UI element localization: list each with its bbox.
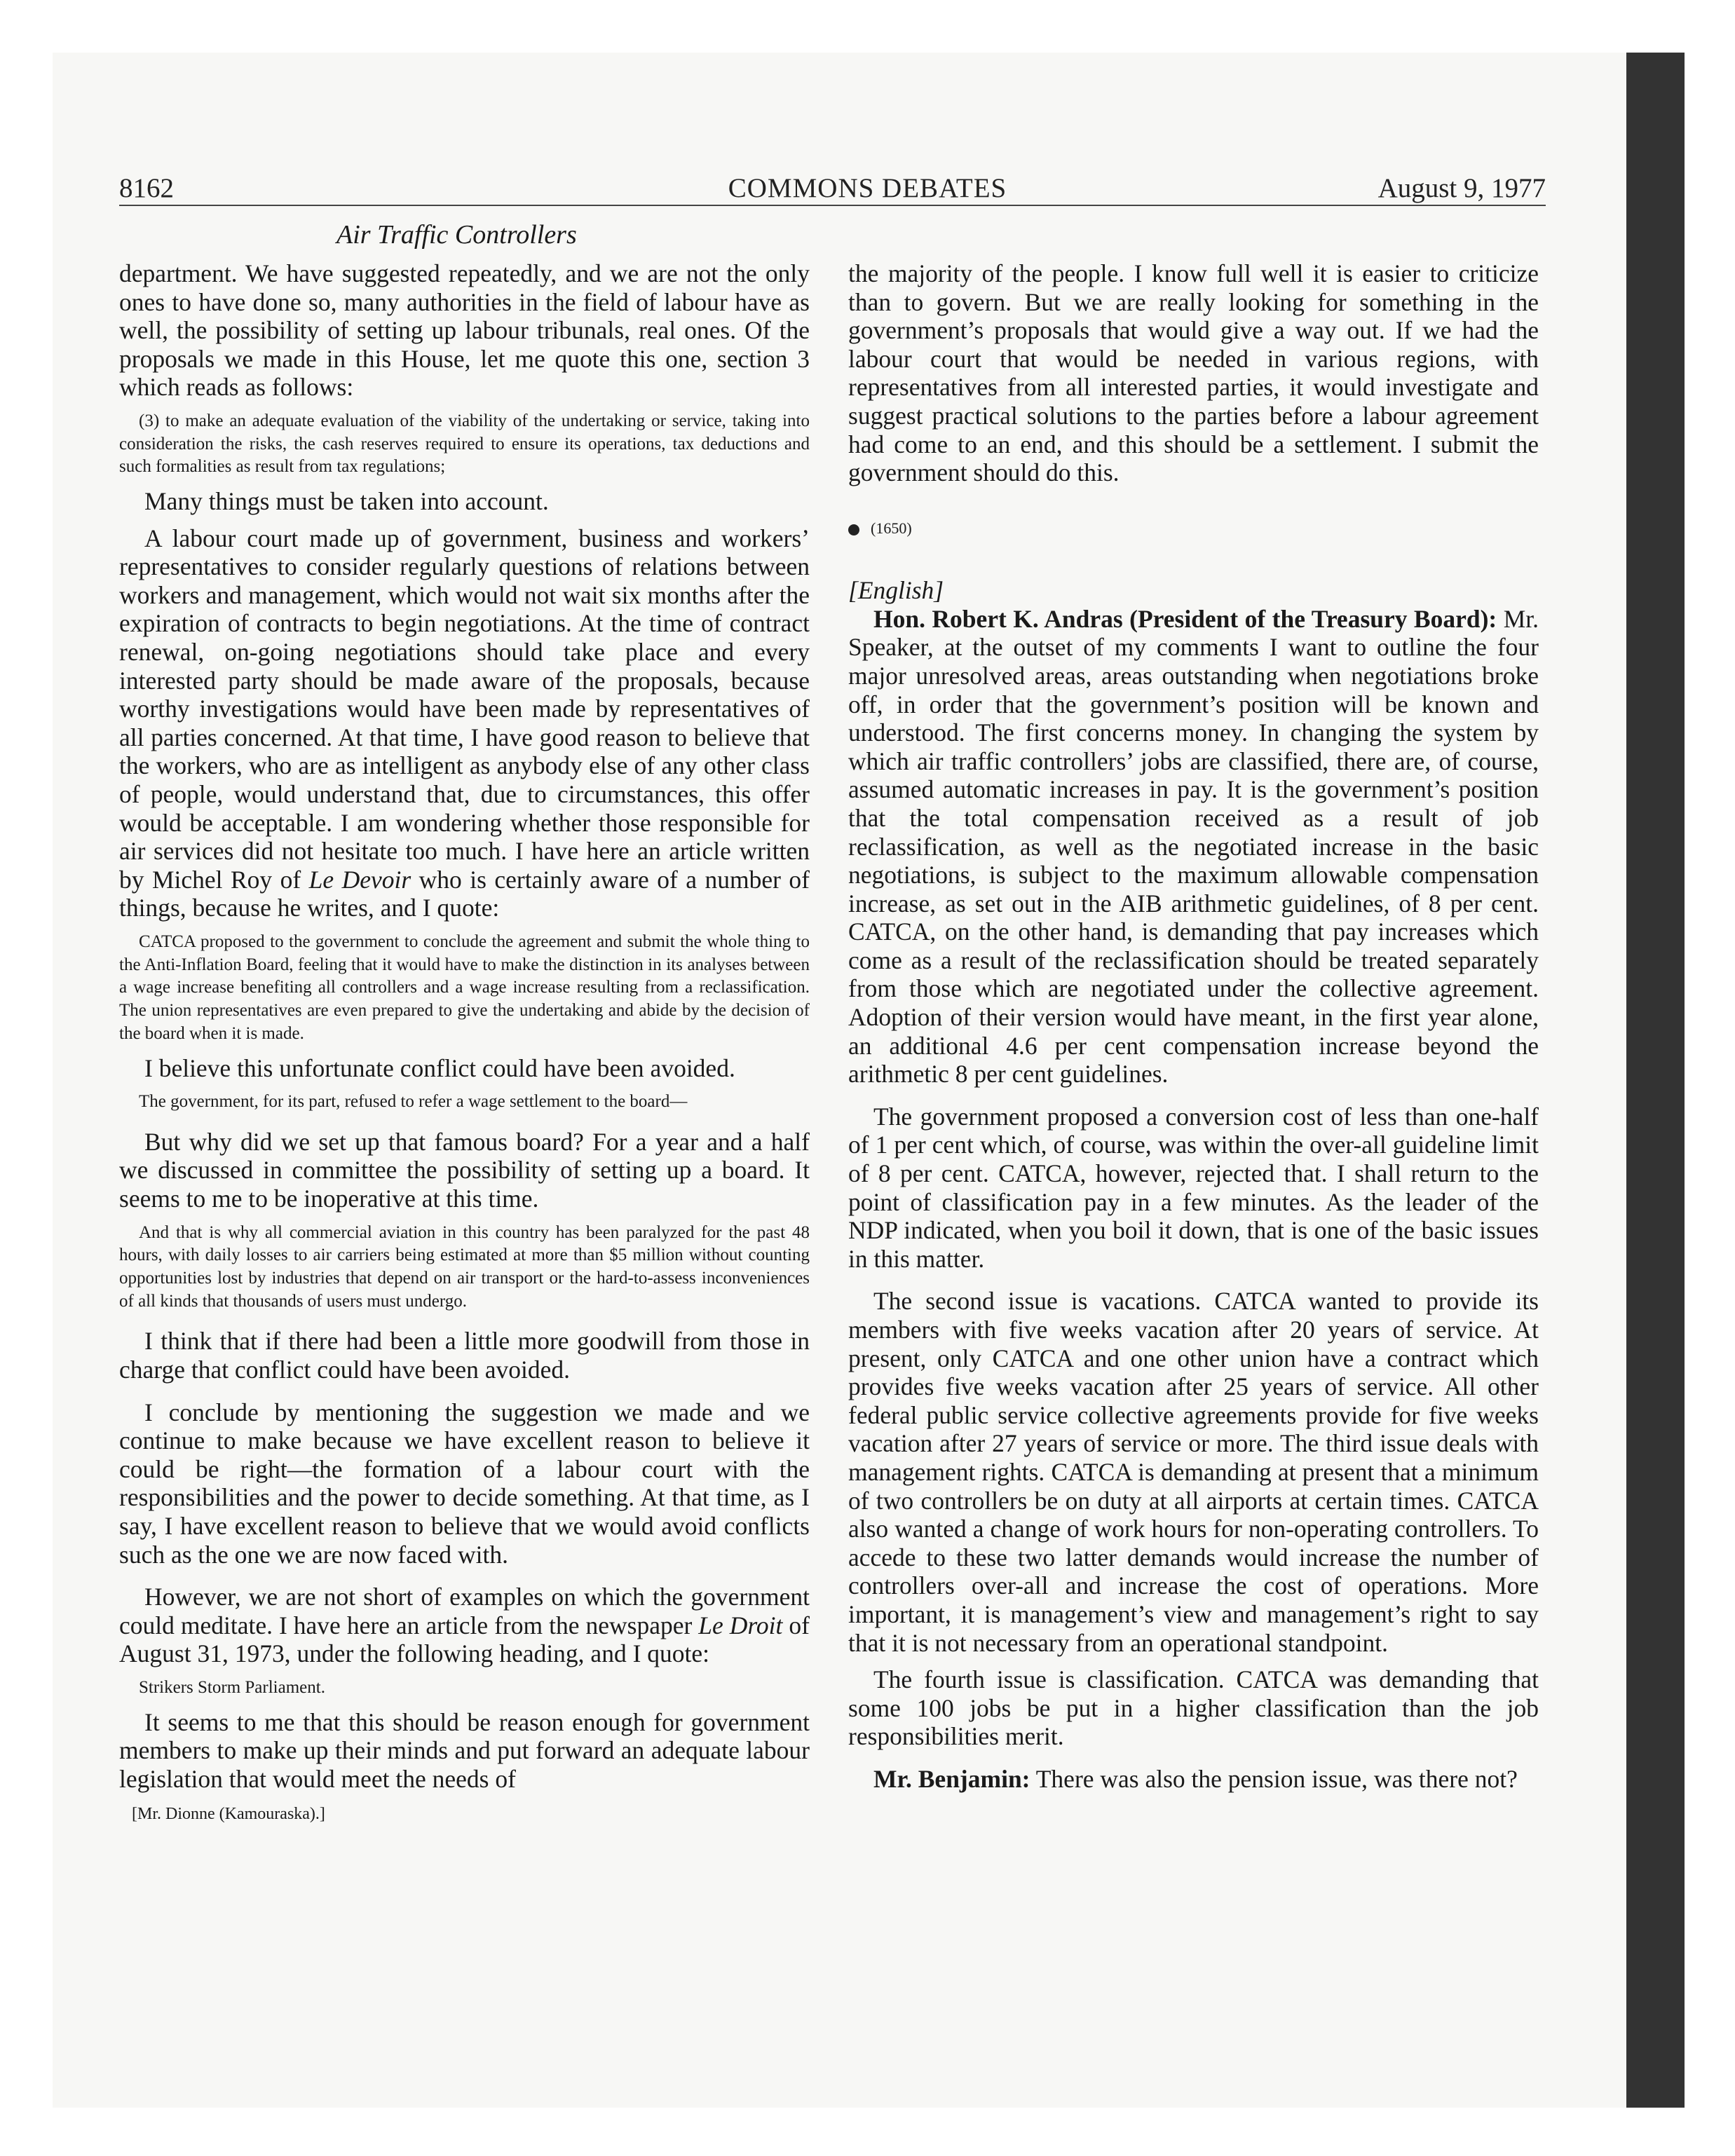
paragraph: The government proposed a conversion cost of less than one-half of 1 per cent which, of course, was within the over-all guideline limit of 8 per cent. CATCA, however, rejected that. I shall return to the point of classification pay in a few minutes. As the leader of the NDP indicated, when you boil it down, that is one of the basic issues in this matter. — [848, 1102, 1539, 1273]
left-column — [119, 259, 810, 1825]
paragraph: I think that if there had been a little more goodwill from those in charge that conflict could have been avoided. — [119, 1327, 810, 1384]
block-quote: CATCA proposed to the government to conclude the agreement and submit the whole thing to the Anti-Inflation Board, feeling that it would have to make the distinction in its analyses between a wage increase benefiting all controllers and a wage increase resulting from a reclassification. The union representatives are even prepared to give the undertaking and abide by the decision of the board when it is made. — [119, 932, 810, 1043]
block-quote: (3) to make an adequate evaluation of the viability of the undertaking or service, taking into consideration the risks, the cash reserves required to ensure its operations, tax deductions and such formalities as result from tax regulations; — [119, 411, 810, 477]
paragraph-text: A labour court made up of government, business and workers’ representatives to consider regularly questions of relations between workers and management, which would not wait six months after the expiration of contracts to begin negotiations. At the time of contract renewal, on-going negotiations should take place and every interested party should be made aware of the proposals, because worthy investigations would have been made by representatives of all parties concerned. At that time, I have good reason to believe that the workers, who are as intelligent as anybody else of any other class of people, would understand that, due to circumstances, this offer would be acceptable. I am wondering whether those responsible for air services did not hesitate too much. I have here an article written by Michel Roy of — [119, 524, 810, 894]
paragraph-text: There was also the pension issue, was there not? — [1030, 1764, 1518, 1793]
paragraph-text: of August 31, 1973, under the following heading, and I quote: — [119, 1611, 810, 1668]
paragraph: I conclude by mentioning the suggestion we made and we continue to make because we have excellent reason to believe it could be right—the formation of a labour court with the responsibilities and the power to decide something. At that time, as I say, I have excellent reason to believe that we would avoid conflicts such as the one we are now faced with. — [119, 1398, 810, 1569]
paragraph — [848, 1765, 1539, 1794]
publication-name: Le Devoir — [308, 865, 411, 894]
speaker-attribution: [Mr. Dionne (Kamouraska).] — [132, 1805, 325, 1824]
paragraph: I believe this unfortunate conflict could have been avoided. — [144, 1053, 735, 1082]
publication-title: COMMONS DEBATES — [728, 173, 1007, 203]
paragraph: department. We have suggested repeatedly, and we are not the only ones to have done so, many authorities in the field of labour have as well, the possibility of setting up labour tribunals, real ones. Of the proposals we made in this House, let me quote this one, section 3 which reads as follows: — [119, 259, 810, 402]
running-head: Air Traffic Controllers — [336, 220, 577, 250]
paragraph: The fourth issue is classification. CATCA was demanding that some 100 jobs be put in a higher classification than the job responsibilities merit. — [848, 1665, 1539, 1751]
block-quote: And that is why all commercial aviation in this country has been paralyzed for the past 48 hours, with daily losses to air carriers being estimated at more than $5 million without counting opportunities lost by industries that depend on air transport or the hard-to-assess inconveniences of all kinds that thousands of users must undergo. — [119, 1222, 810, 1311]
paragraph: The second issue is vacations. CATCA wanted to provide its members with five weeks vacation after 20 years of service. At present, only CATCA and one other union have a contract which provides five weeks vacation after 25 years of service. All other federal public service collective agreements provide for five weeks vacation after 27 years of service or more. The third issue deals with management rights. CATCA is demanding at present that a minimum of two controllers be on duty at all airports at certain times. CATCA also wanted a change of work hours for non-operating controllers. To accede to these two latter demands would increase the number of controllers over-all and increase the cost of operations. More important, it is management’s view and management’s right to say that it is not necessary from an operational standpoint. — [848, 1287, 1539, 1657]
block-quote: The government, for its part, refused to refer a wage settlement to the board— — [139, 1092, 688, 1112]
speaker-name: Hon. Robert K. Andras (President of the Treasury Board): — [873, 604, 1497, 633]
paragraph: Many things must be taken into account. — [144, 487, 549, 516]
issue-date: August 9, 1977 — [1377, 173, 1546, 203]
page-number: 8162 — [119, 173, 174, 203]
paragraph: It seems to me that this should be reason enough for government members to make up their minds and put forward an adequate labour legislation that would meet the needs of — [119, 1707, 810, 1793]
language-tag: [English] — [848, 575, 944, 604]
speaker-name: Mr. Benjamin: — [873, 1764, 1030, 1793]
paragraph — [848, 605, 1539, 1089]
paragraph-text: However, we are not short of examples on which the government could meditate. I have here an article from the newspaper — [119, 1583, 810, 1639]
bullet-icon — [848, 524, 859, 535]
paragraph — [119, 524, 810, 922]
header-rule — [119, 205, 1546, 206]
paragraph: But why did we set up that famous board? For a year and a half we discussed in committee the possibility of setting up a board. It seems to me to be inoperative at this time. — [119, 1127, 810, 1213]
paragraph: the majority of the people. I know full well it is easier to criticize than to govern. But we are really looking for something in the government’s proposals that would give a way out. If we had the labour court that would be needed in various regions, with representatives from all interested parties, it would investigate and suggest practical solutions to the parties before a labour agreement had come to an end, and this should be a settlement. I submit the government should do this. — [848, 259, 1539, 487]
paragraph — [119, 1583, 810, 1668]
publication-name: Le Droit — [698, 1611, 783, 1639]
paragraph-text: Mr. Speaker, at the outset of my comments I want to outline the four major unresolved areas, areas outstanding when negotiations broke off, in order that the government’s position will be known and understood. The first concerns money. In changing the system by which air traffic controllers’ jobs are classified, there are, of course, assumed automatic increases in pay. It is the government’s position that the total compensation received as a result of job reclassification, as well as the negotiated increase in the basic negotiations, is subject to the maximum allowable compensation increase, as set out in the AIB arithmetic guidelines, of 8 per cent. CATCA, on the other hand, is demanding that pay increases which come as a result of the reclassification should be treated separately from those which are negotiated under the collective agreement. Adoption of their version would have meant, in the first year alone, an additional 4.6 per cent compensation increase beyond the arithmetic 8 per cent guidelines. — [848, 604, 1539, 1089]
block-quote: Strikers Storm Parliament. — [139, 1677, 325, 1697]
scan-edge-bar — [1626, 53, 1685, 2108]
paragraph-text: who is certainly aware of a number of things, because he writes, and I quote: — [119, 865, 810, 922]
right-column — [848, 259, 1539, 1794]
time-marker-text: (1650) — [871, 519, 912, 537]
time-marker — [848, 518, 1539, 539]
